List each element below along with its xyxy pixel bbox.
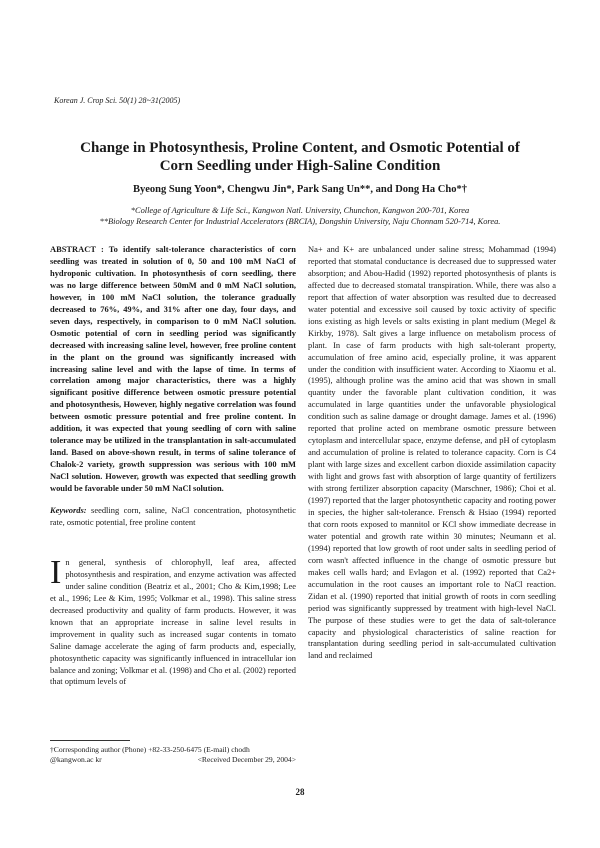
right-column (308, 244, 556, 662)
affiliation-1: *College of Agriculture & Life Sci., Kangwon Natl. University, Chunchon, Kangwon 200-701, Korea (130, 206, 470, 215)
paper-title (40, 139, 560, 175)
footnote-corresponding: †Corresponding author (Phone) +82-33-250-6475 (E-mail) chodh (50, 745, 250, 754)
footnote-rule (50, 740, 130, 741)
keywords-text: seedling corn, saline, NaCl concentration, photosynthetic rate, osmotic potential, free proline content (50, 505, 296, 527)
footnote-line-2 (50, 755, 296, 765)
footnote-received: <Received December 29, 2004> (197, 755, 296, 764)
affiliation-2: **Biology Research Center for Industrial Accelerators (BRCIA), Dongshin University, Naju Chonnam 520-714, Korea. (99, 217, 501, 226)
abstract (50, 244, 296, 495)
affiliations (40, 205, 560, 227)
left-column (50, 244, 296, 688)
introduction-paragraph (50, 553, 296, 688)
footnote-email: @kangwon.ac kr (50, 755, 102, 764)
keywords-label: Keywords: (50, 505, 87, 516)
page-number: 28 (295, 787, 305, 797)
drop-cap: I (50, 553, 62, 591)
introduction-text: n general, synthesis of chlorophyll, leaf area, affected photosynthesis and respiration, and enzyme activation was affected under saline condition (Beatriz et al., 2001; Cho & Kim,1998; Lee et al., 1996; Lee & Kim, 1995; Volkmar et al., 1998). This saline stress decreased productivity and quality of farm products. However, it was known that an appropriate increase in saline level results in improvement in quality such as increased sugar contents in tomato Saline damage accelerate the aging of farm products and, especially, photosynthetic capacity was significantly influenced in intracellular ion balance and zoning; Volkmar et al. (1998) and Cho et al. (2002) reported that optimum levels of (50, 556, 296, 687)
title-line-1: Change in Photosynthesis, Proline Content, and Osmotic Potential of (80, 140, 520, 156)
abstract-label: ABSTRACT : (50, 244, 104, 254)
journal-citation: Korean J. Crop Sci. 50(1) 28~31(2005) (54, 96, 181, 105)
title-line-2: Corn Seedling under High-Saline Condition (159, 158, 441, 174)
abstract-text: To identify salt-tolerance characteristics of corn seedling was treated in solution of 0, 50 and 100 mM NaCl of hydroponic cultivation. In photosynthesis of corn seedling, there was no large difference between 50mM and 0 mM NaCl solution, however, in 100 mM NaCl solution, the tolerance gradually decreased to 76%, 49%, and 31% after one day, four days, and seven days, respectively, in comparison to 0 mM NaCl solution. Osmotic potential of corn in seedling period was significantly decreased with increasing saline level, however, free proline content in the plant on the ground was significantly increased with increasing saline level and with the lapse of time. In terms of correlation among major characteristics, there was a highly significant positive difference between osmotic pressure potential and photosynthesis, However, highly negative correlation was found between osmotic pressure potential and free proline content. In addition, it was expected that young seedling of corn with saline tolerance may be utilized in the transplantation in salt-accumulated land. Based on above-shown result, in terms of saline tolerance of Chalok-2 variety, growth suppression was serious with 100 mM NaCl solution. However, growth was expected that seedling growth would be favorable under 50 mM NaCl solution. (50, 244, 296, 494)
author-list: Byeong Sung Yoon*, Chengwu Jin*, Park Sang Un**, and Dong Ha Cho*† (133, 184, 467, 195)
right-column-text: Na+ and K+ are unbalanced under saline stress; Mohammad (1994) reported that stomatal conductance is decreased due to suppressed water absorption; and Abou-Hadid (1992) reported photosynthesis of plants is affected due to decreased stomatal transpiration. While, there was also a report that affection of water absorption was resulted due to decreased water potential and excessive soil caused by toxic activity of specific ions existing as high levels or salts existing in plant medium (Megel & Kirkby, 1978). Salt gives a large influence on metabolism process of plant. In case of farm products with high salt-tolerant property, accumulation of free amino acid, especially proline, it was apparent under the condition with insufficient water. According to Xiaomu et al. (1995), although proline was the amino acid that was shown in small quantity under the favorable plant cultivation condition, it was accumulated in large quantities under the unfavorable physiological condition such as saline damage or drought damage. James et al. (1996) reported that proline acted on membrane osmotic pressure between cytoplasm and intercellular space, enzyme defense, and pH of cytoplasm and accumulation of proline is related to tolerance capacity. Corn is C4 plant with large sizes and excellent carbon dioxide assimilation capacity with light and grows fast with absorption of large quantity of fertilizers with strong fertilizer absorption capacity (Marschner, 1986); Choi et al. (1997) reported that the larger photosynthetic capacity and rooting power in species, the higher salt-tolerance. Frensch & Hsiao (1994) reported that corn roots exposed to mannitol or KCl show immediate decrease in water potential and growth rate within 30 minutes; Neumann et al. (1994) reported that low growth of root under salts in seedling period of corn wasn't affected influence in the change of osmotic pressure but makes cell walls hard; and Evlagon et al. (1992) reported that Ca2+ accumulation in the root causes an important role to NaCl reaction. Zidan et al. (1990) reported that initial growth of roots in corn seedling period was significantly suppressed by treatment with high-level NaCl. The purpose of these studies were to get the data of salt-tolerance capacity and physiological characteristics of saline reaction for transplantation during seedling period in salt-accumulated cultivation land and reclaimed (308, 244, 556, 661)
keywords (50, 505, 296, 529)
footnote (50, 745, 296, 765)
